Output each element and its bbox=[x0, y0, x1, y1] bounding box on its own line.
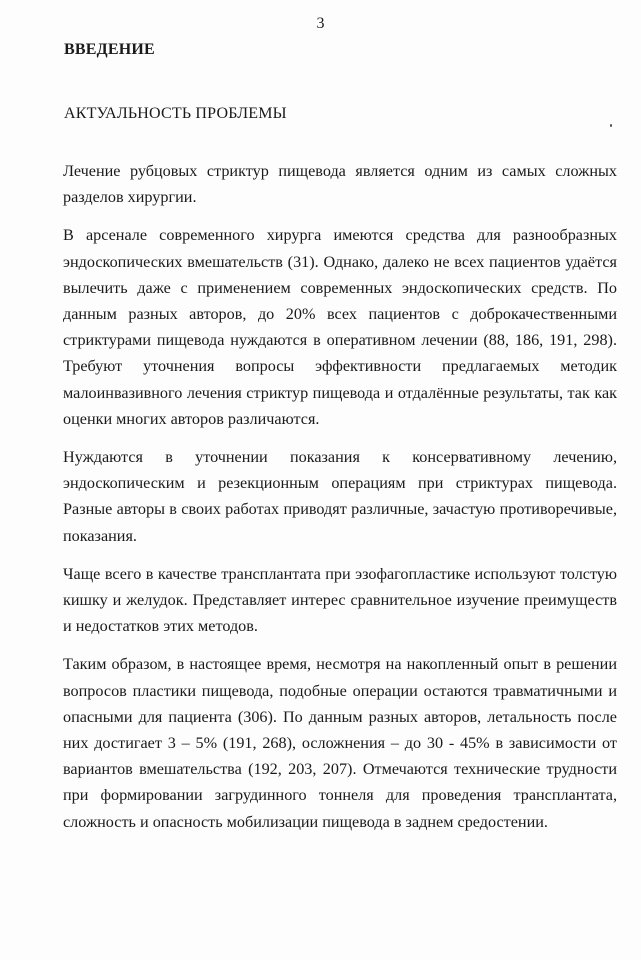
paragraph-4: Чаще всего в качестве трансплантата при эзофагопластике используют толстую кишку и желудок. Представляет интерес сравнительное изучение преимуществ и недостатков этих методов. bbox=[63, 564, 617, 636]
paragraph-5: Таким образом, в настоящее время, несмотря на накопленный опыт в решении вопросов пластики пищевода, подобные операции остаются травматичными и опасными для пациента (306). По данным разных авторов, летальность после них достигает 3 – 5% (191, 268), осложнения – до 30 - 45% в зависимости от вариантов вмешательства (192, 203, 207). Отмечаются технические трудности при формировании загрудинного тоннеля для проведения трансплантата, сложность и опасность мобилизации пищевода в заднем средостении. bbox=[63, 655, 617, 831]
scan-speck bbox=[610, 124, 612, 127]
paragraph-2: В арсенале современного хирурга имеются средства для разнообразных эндоскопических вмешательств (31). Однако, далеко не всех пациентов удаётся вылечить даже с применением современных эндоскопических средств. По данным разных авторов, до 20% всех пациентов с доброкачественными стриктурами пищевода нуждаются в оперативном лечении (88, 186, 191, 298). Требуют уточнения вопросы эффективности предлагаемых методик малоинвазивного лечения стриктур пищевода и отдалённые результаты, так как оценки многих авторов различаются. bbox=[63, 226, 617, 428]
subsection-heading: АКТУАЛЬНОСТЬ ПРОБЛЕМЫ bbox=[64, 105, 287, 122]
body-text bbox=[63, 158, 617, 847]
paragraph-3: Нуждаются в уточнении показания к консервативному лечению, эндоскопическим и резекционным операциям при стриктурах пищевода. Разные авторы в своих работах приводят различные, зачастую противоречивые, показания. bbox=[63, 448, 617, 545]
section-heading: ВВЕДЕНИЕ bbox=[64, 41, 155, 58]
page-number: 3 bbox=[316, 15, 325, 32]
paragraph-1: Лечение рубцовых стриктур пищевода является одним из самых сложных разделов хирургии. bbox=[63, 162, 617, 207]
